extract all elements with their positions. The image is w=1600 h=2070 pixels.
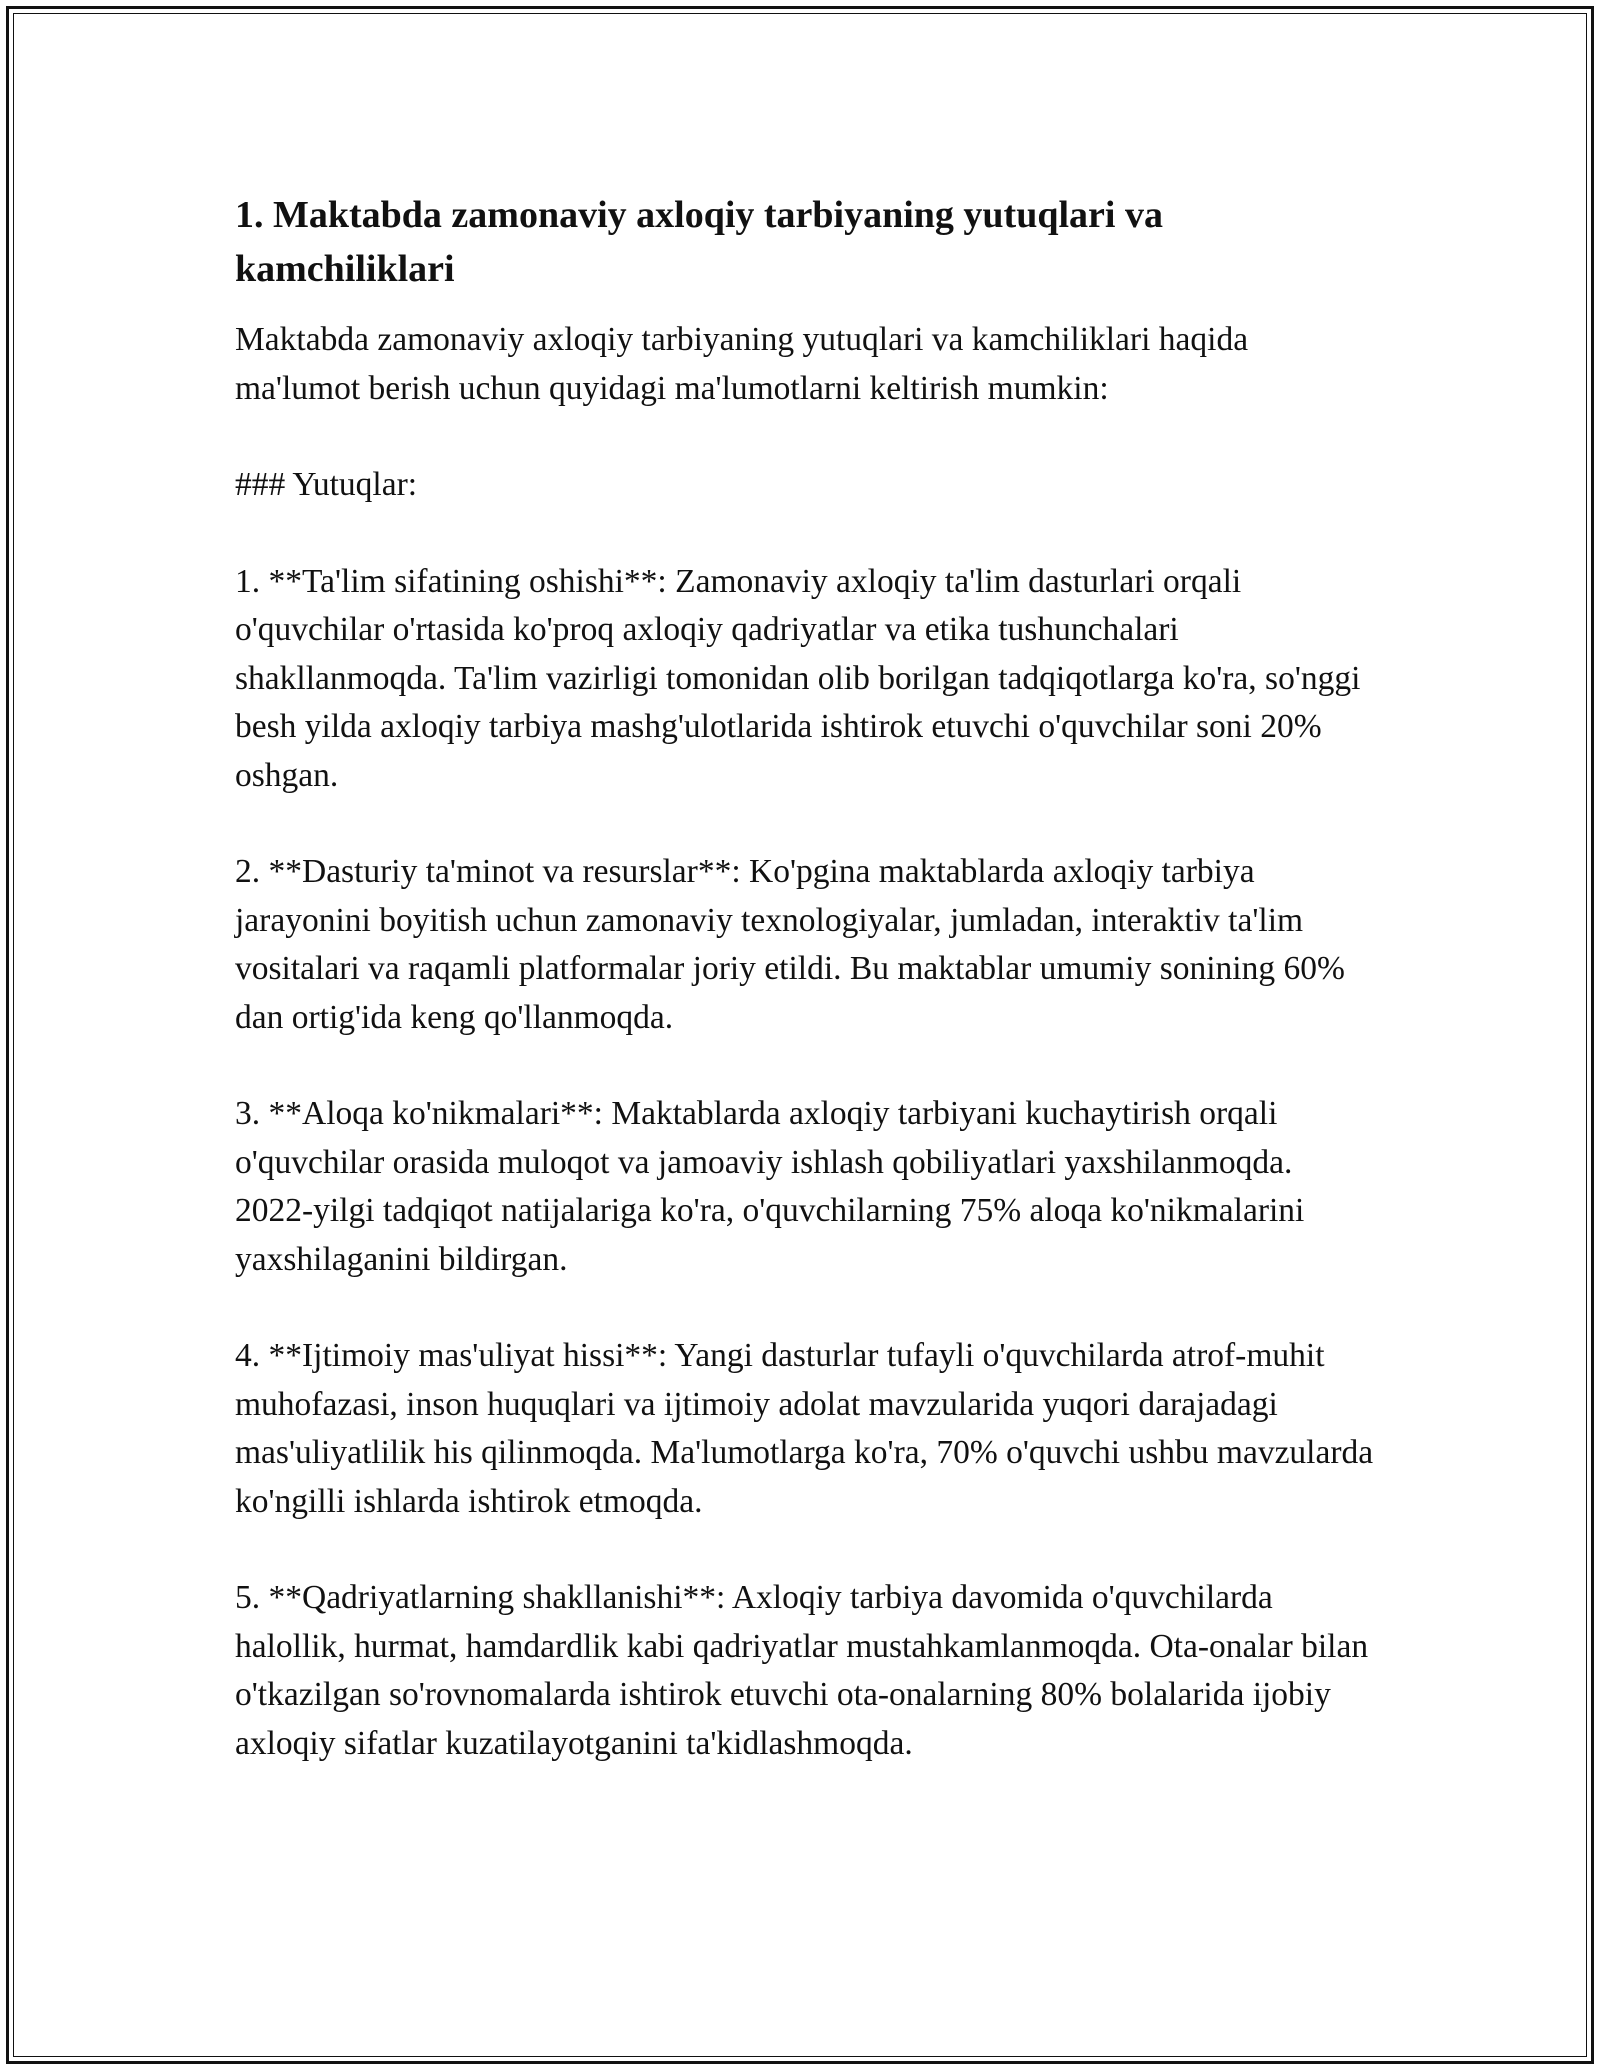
document-body — [235, 188, 1375, 1816]
list-item: 2. **Dasturiy ta'minot va resurslar**: Ko'pgina maktablarda axloqiy tarbiya jarayonini boyitish uchun zamonaviy texnologiyalar, jumladan, interaktiv ta'lim vositalari va raqamli platformalar joriy etildi. Bu maktablar umumiy sonining 60% dan ortig'ida keng qo'llanmoqda. — [235, 853, 1345, 1036]
document-title: 1. Maktabda zamonaviy axloqiy tarbiyaning yutuqlari va kamchiliklari — [235, 194, 1163, 290]
intro-paragraph: Maktabda zamonaviy axloqiy tarbiyaning yutuqlari va kamchiliklari haqida ma'lumot berish uchun quyidagi ma'lumotlarni keltirish mumkin: — [235, 321, 1249, 407]
list-item: 3. **Aloqa ko'nikmalari**: Maktablarda axloqiy tarbiyani kuchaytirish orqali o'quvchilar orasida muloqot va jamoaviy ishlash qobiliyatlari yaxshilanmoqda. 2022-yilgi tadqiqot natijalariga ko'ra, o'quvchilarning 75% aloqa ko'nikmalarini yaxshilaganini bildirgan. — [235, 1095, 1305, 1278]
list-item: 1. **Ta'lim sifatining oshishi**: Zamonaviy axloqiy ta'lim dasturlari orqali o'quvchilar o'rtasida ko'proq axloqiy qadriyatlar va etika tushunchalari shakllanmoqda. Ta'lim vazirligi tomonidan olib borilgan tadqiqotlarga ko'ra, so'nggi besh yilda axloqiy tarbiya mashg'ulotlarida ishtirok etuvchi o'quvchilar soni 20% oshgan. — [235, 562, 1361, 794]
section-heading: ### Yutuqlar: — [235, 466, 418, 503]
list-item: 4. **Ijtimoiy mas'uliyat hissi**: Yangi dasturlar tufayli o'quvchilarda atrof-muhit muhofazasi, inson huquqlari va ijtimoiy adolat mavzularida yuqori darajadagi mas'uliyatlilik his qilinmoqda. Ma'lumotlarga ko'ra, 70% o'quvchi ushbu mavzularda ko'ngilli ishlarda ishtirok etmoqda. — [235, 1337, 1374, 1520]
list-item: 5. **Qadriyatlarning shakllanishi**: Axloqiy tarbiya davomida o'quvchilarda halollik, hurmat, hamdardlik kabi qadriyatlar mustahkamlanmoqda. Ota-onalar bilan o'tkazilgan so'rovnomalarda ishtirok etuvchi ota-onalarning 80% bolalarida ijobiy axloqiy sifatlar kuzatilayotganini ta'kidlashmoqda. — [235, 1579, 1369, 1762]
